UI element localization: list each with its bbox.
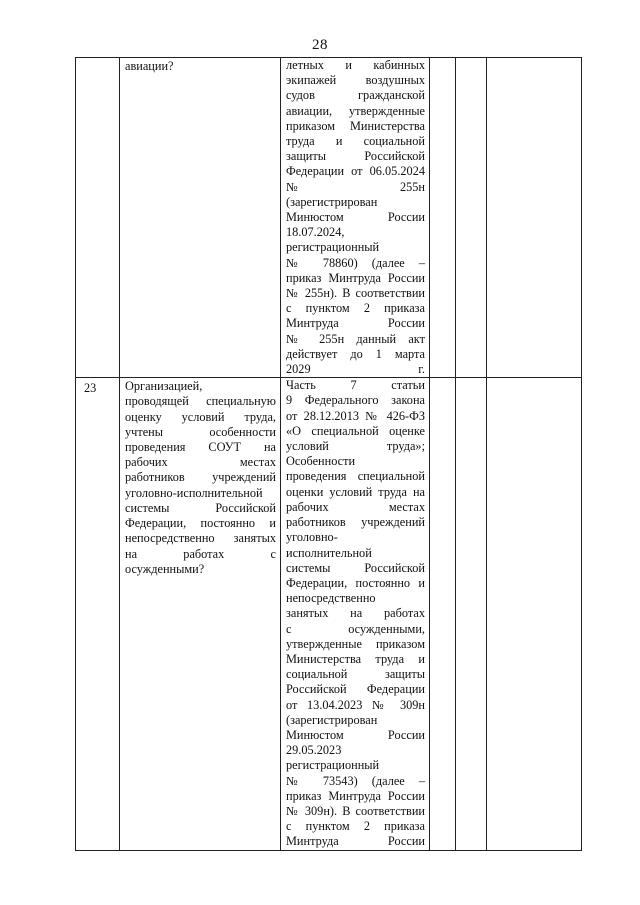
text-line: защиты Российской — [286, 149, 425, 164]
text-line: № 255н). В соответствии — [286, 286, 425, 301]
text-line: оценки условий труда на — [286, 484, 425, 499]
text-line: № 255н — [286, 179, 425, 194]
document-reference-text — [281, 378, 429, 849]
text-line: (зарегистрирован — [286, 194, 378, 209]
text-line: Часть 7 статьи — [286, 378, 425, 393]
requirements-table — [75, 57, 582, 851]
text-line: от 28.12.2013 № 426-ФЗ — [286, 408, 425, 423]
row-number-cell — [76, 378, 120, 850]
text-line: исполнительной — [286, 545, 372, 560]
text-line: проводящей специальную — [125, 394, 276, 409]
document-cell — [281, 58, 430, 378]
text-line: (зарегистрирован — [286, 712, 378, 727]
text-line: с пунктом 2 приказа — [286, 301, 425, 316]
text-line: Минтруда России — [286, 834, 425, 849]
row-number — [76, 58, 119, 61]
answer-no-cell — [456, 58, 487, 378]
text-line: приказ Минтруда России — [286, 270, 425, 285]
text-line: № 73543) (далее – — [286, 773, 425, 788]
text-line: проведения СОУТ на — [125, 440, 276, 455]
question-cell — [120, 58, 281, 378]
text-line: экипажей воздушных — [286, 73, 425, 88]
text-line: регистрационный — [286, 758, 380, 773]
text-line: труда и социальной — [286, 134, 425, 149]
text-line: авиации? — [125, 59, 174, 73]
text-line: социальной защиты — [286, 667, 425, 682]
text-line: Российской Федерации — [286, 682, 425, 697]
text-line: работников учреждений — [286, 515, 425, 530]
row-number-cell — [76, 58, 120, 378]
text-line: непосредственно занятых — [125, 531, 276, 546]
text-line: уголовно-исполнительной — [125, 485, 263, 500]
question-text — [120, 58, 280, 74]
text-line: с пунктом 2 приказа — [286, 819, 425, 834]
text-line: системы Российской — [286, 560, 425, 575]
text-line: 29.05.2023 — [286, 743, 342, 758]
text-line: Минтруда России — [286, 316, 425, 331]
table-row — [76, 58, 582, 378]
text-line: № 255н данный акт — [286, 331, 425, 346]
question-text — [120, 378, 280, 577]
text-line: летных и кабинных — [286, 58, 425, 72]
text-line: проведения специальной — [286, 469, 425, 484]
text-line: Федерации, постоянно и — [125, 516, 276, 531]
text-line: судов гражданской — [286, 88, 425, 103]
text-line: авиации, утвержденные — [286, 103, 425, 118]
text-line: 18.07.2024, — [286, 225, 345, 240]
text-line: регистрационный — [286, 240, 380, 255]
text-line: условий труда»; — [286, 439, 425, 454]
page-number: 28 — [312, 37, 328, 53]
text-line: Минюстом России — [286, 727, 425, 742]
text-line: работников учреждений — [125, 470, 276, 485]
text-line: осужденными? — [125, 561, 205, 576]
text-line: Организацией, — [125, 379, 203, 394]
text-line: 2029 г. — [286, 362, 425, 377]
document-cell — [281, 378, 430, 850]
table-row — [76, 378, 582, 850]
text-line: действует до 1 марта — [286, 346, 425, 361]
text-line: от 13.04.2023 № 309н — [286, 697, 425, 712]
text-line: на работах с — [125, 546, 276, 561]
text-line: Федерации от 06.05.2024 — [286, 164, 425, 179]
text-line: утвержденные приказом — [286, 636, 425, 651]
text-line: Минюстом России — [286, 210, 425, 225]
row-number: 23 — [84, 381, 97, 396]
comment-cell — [487, 378, 582, 850]
text-line: Министерства труда и — [286, 651, 425, 666]
text-line: непосредственно — [286, 591, 376, 606]
text-line: Особенности — [286, 454, 356, 469]
answer-no-cell — [456, 378, 487, 850]
text-line: рабочих местах — [125, 455, 276, 470]
text-line: приказ Минтруда России — [286, 788, 425, 803]
text-line: Федерации, постоянно и — [286, 575, 425, 590]
text-line: оценку условий труда, — [125, 409, 276, 424]
text-line: № 309н). В соответствии — [286, 803, 425, 818]
answer-yes-cell — [430, 58, 456, 378]
text-line: с осужденными, — [286, 621, 425, 636]
text-line: системы Российской — [125, 500, 276, 515]
answer-yes-cell — [430, 378, 456, 850]
text-line: приказом Министерства — [286, 118, 425, 133]
document-reference-text — [281, 58, 429, 377]
text-line: занятых на работах — [286, 606, 425, 621]
text-line: № 78860) (далее – — [286, 255, 425, 270]
text-line: «О специальной оценке — [286, 423, 425, 438]
text-line: рабочих местах — [286, 499, 425, 514]
text-line: учтены особенности — [125, 424, 276, 439]
text-line: 9 Федерального закона — [286, 393, 425, 408]
text-line: уголовно- — [286, 530, 338, 545]
comment-cell — [487, 58, 582, 378]
question-cell — [120, 378, 281, 850]
